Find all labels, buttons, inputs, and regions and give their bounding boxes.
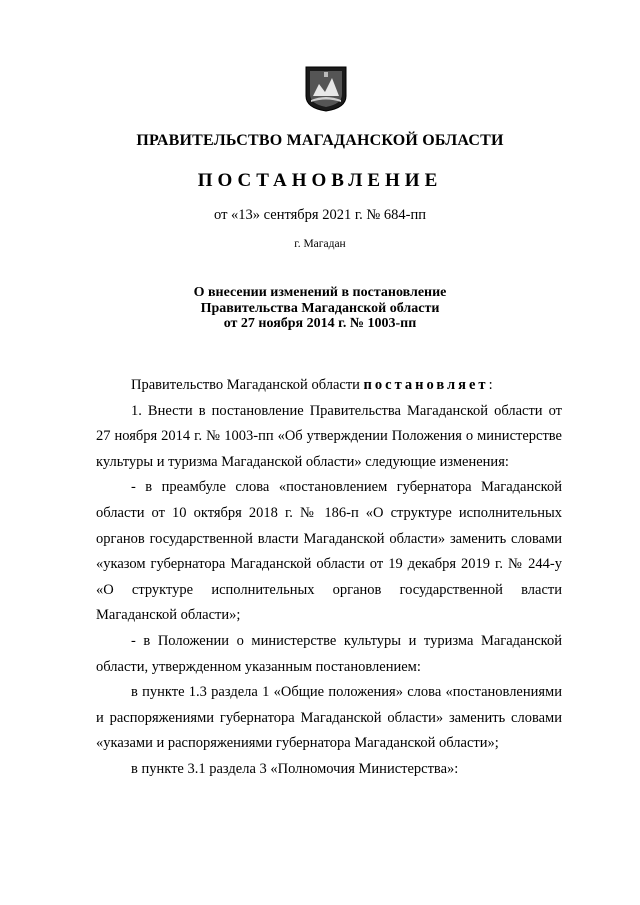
paragraph-3: - в Положении о министерстве культуры и туризма Магаданской области, утвержденном указанным постановлением: xyxy=(96,632,562,675)
title-line-1: О внесении изменений в постановление xyxy=(193,285,447,300)
document-city: г. Магадан xyxy=(294,238,346,250)
document-body xyxy=(96,373,562,783)
intro-keyword: постановляет xyxy=(363,377,489,393)
document-date-number: от «13» сентября 2021 г. № 684-пп xyxy=(214,207,426,223)
paragraph-2: - в преамбуле слова «постановлением губернатора Магаданской области от 10 октября 2018 г. № 186-п «О структуре исполнительных органов государственной власти Магаданской области» заменить словами «указом губернатора Магаданской области от 19 декабря 2019 г. № 244-у «О структуре исполнительных органов государственной власти Магаданской области»; xyxy=(96,479,562,624)
document-title xyxy=(0,285,640,332)
paragraph-4: в пункте 1.3 раздела 1 «Общие положения» слова «постановлениями и распоряжениями губернатора Магаданской области» заменить словами «указами и распоряжениями губернатора Магаданской области»; xyxy=(96,684,562,752)
coat-of-arms-icon xyxy=(305,66,347,112)
intro-prefix: Правительство Магаданской области xyxy=(131,377,360,393)
intro-suffix: : xyxy=(488,377,493,393)
paragraph-1: 1. Внести в постановление Правительства Магаданской области от 27 ноября 2014 г. № 1003-пп «Об утверждении Положения о министерстве культуры и туризма Магаданской области» следующие изменения: xyxy=(96,402,562,470)
paragraph-5: в пункте 3.1 раздела 3 «Полномочия Министерства»: xyxy=(131,760,459,777)
document-type: ПОСТАНОВЛЕНИЕ xyxy=(197,170,443,191)
title-line-2: Правительства Магаданской области xyxy=(200,300,440,316)
title-line-3: от 27 ноября 2014 г. № 1003-пп xyxy=(223,316,417,331)
intro-paragraph xyxy=(96,373,562,399)
government-name: ПРАВИТЕЛЬСТВО МАГАДАНСКОЙ ОБЛАСТИ xyxy=(136,132,504,149)
